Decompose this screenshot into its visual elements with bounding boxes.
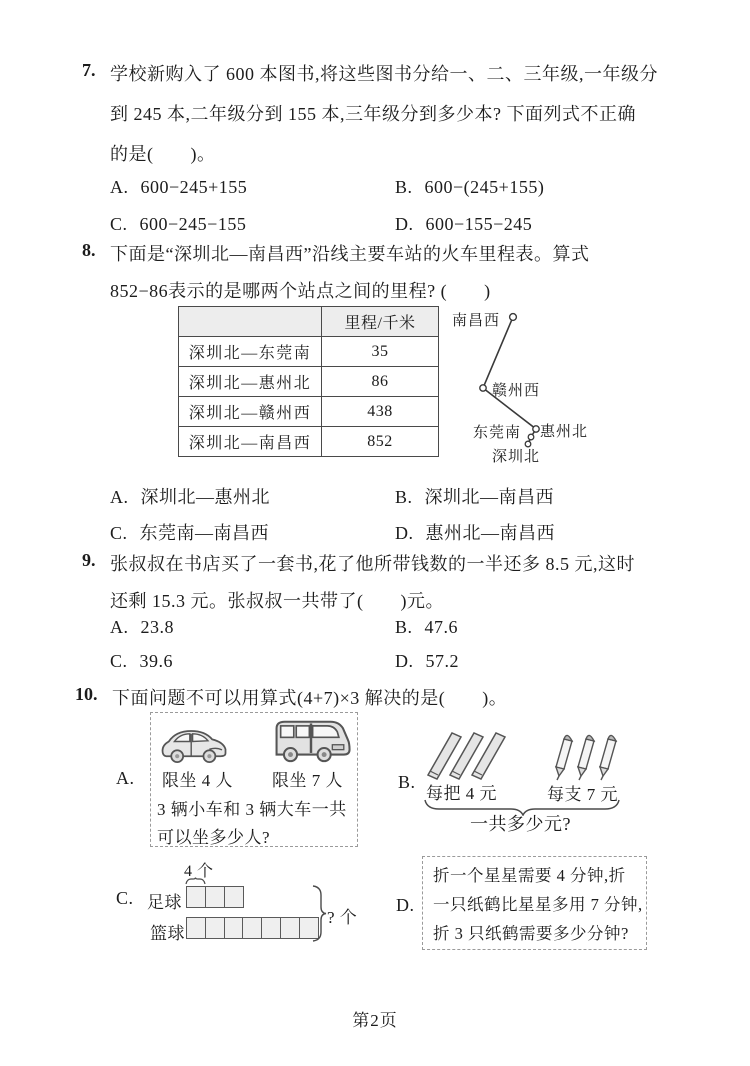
q10-option-a-label: A. xyxy=(116,768,135,788)
q8-line-1: 下面是“深圳北—南昌西”沿线主要车站的火车里程表。算式 xyxy=(110,244,590,264)
option-text: 23.8 xyxy=(140,617,174,637)
option-label: C. xyxy=(110,651,128,671)
q10-option-d-line-1: 折一个星星需要 4 分钟,折 xyxy=(433,866,626,885)
q10-option-d-label: D. xyxy=(396,895,415,915)
station-dot-huizhoubei xyxy=(533,426,539,432)
map-label-nanchangxi: 南昌西 xyxy=(452,313,501,329)
option-text: 39.6 xyxy=(139,651,174,671)
q10-number: 10. xyxy=(75,684,98,704)
football-row-label: 足球 xyxy=(147,893,182,912)
option-label: A. xyxy=(110,617,129,637)
route-cell: 深圳北—东莞南 xyxy=(179,337,322,367)
option-text: 600−245−155 xyxy=(139,214,247,234)
pen-price-caption: 每支 7 元 xyxy=(547,785,618,804)
car-capacity-caption: 限坐 4 人 xyxy=(162,771,233,790)
option-text: 惠州北—南昌西 xyxy=(425,523,555,543)
overbrace-small xyxy=(185,877,206,885)
q9-option-d xyxy=(395,651,459,672)
basketball-row-label: 篮球 xyxy=(150,924,185,943)
q7-line-1: 学校新购入了 600 本图书,将这些图书分给一、二、三年级,一年级分 xyxy=(110,64,658,84)
option-label: C. xyxy=(110,214,128,234)
q9-option-c xyxy=(110,651,173,672)
q8-number: 8. xyxy=(82,240,96,260)
header-cell-empty xyxy=(179,307,322,337)
option-text: 600−155−245 xyxy=(425,214,533,234)
q10-option-b-label: B. xyxy=(398,772,416,792)
route-cell: 深圳北—惠州北 xyxy=(179,367,322,397)
q9-option-a xyxy=(110,617,174,638)
table-row xyxy=(179,337,439,367)
q10-line: 下面问题不可以用算式(4+7)×3 解决的是( )。 xyxy=(112,688,508,708)
q8-option-c xyxy=(110,519,269,545)
question-count-label: ? 个 xyxy=(327,908,358,927)
q10-option-d-line-3: 折 3 只纸鹤需要多少分钟? xyxy=(433,924,629,943)
distance-cell: 438 xyxy=(322,397,439,427)
bar-cell xyxy=(205,917,225,939)
option-label: A. xyxy=(110,487,129,507)
bar-cell xyxy=(224,917,244,939)
station-dot-ganzhouxi xyxy=(480,385,486,391)
bar-cell xyxy=(224,886,244,908)
q10-option-d-line-2: 一只纸鹤比星星多用 7 分钟, xyxy=(433,895,643,914)
option-text: 57.2 xyxy=(425,651,459,671)
bar-cell xyxy=(205,886,225,908)
map-label-shenzhenbei: 深圳北 xyxy=(492,449,541,465)
q8-option-b xyxy=(395,483,554,509)
q10-option-a-text-2: 可以坐多少人? xyxy=(157,828,271,847)
bar-cell xyxy=(261,917,281,939)
q7-option-d xyxy=(395,214,532,235)
route-cell: 深圳北—赣州西 xyxy=(179,397,322,427)
q7-line-2: 到 245 本,二年级分到 155 本,三年级分到多少本? 下面列式不正确 xyxy=(110,104,636,124)
map-label-ganzhouxi: 赣州西 xyxy=(492,383,541,399)
van-capacity-caption: 限坐 7 人 xyxy=(272,771,343,790)
bar-cell xyxy=(186,886,206,908)
pens-icon xyxy=(552,729,622,781)
q9-option-b xyxy=(395,617,458,638)
map-label-dongguannan: 东莞南 xyxy=(473,425,522,441)
option-text: 47.6 xyxy=(424,617,459,637)
q9-line-1: 张叔叔在书店买了一套书,花了他所带钱数的一半还多 8.5 元,这时 xyxy=(110,554,635,574)
count-4-label: 4 个 xyxy=(184,863,214,880)
van-icon xyxy=(270,715,352,763)
q8-option-a xyxy=(110,483,270,509)
q8-line-2: 852−86表示的是哪两个站点之间的里程? ( ) xyxy=(110,281,491,301)
station-dot-dongguannan xyxy=(528,434,534,440)
table-row xyxy=(179,427,439,457)
q10-option-a-text-1: 3 辆小车和 3 辆大车一共 xyxy=(157,800,347,819)
q9-line-2: 还剩 15.3 元。张叔叔一共带了( )元。 xyxy=(110,591,444,611)
q7-number: 7. xyxy=(82,60,96,80)
bar-cell xyxy=(186,917,206,939)
basketball-bar xyxy=(186,917,319,939)
distance-cell: 852 xyxy=(322,427,439,457)
q7-line-3: 的是( )。 xyxy=(110,144,216,164)
option-label: D. xyxy=(395,651,414,671)
page-number: 第2页 xyxy=(352,1011,398,1030)
station-dot-nanchangxi xyxy=(510,314,517,321)
q10-option-b-question: 一共多少元? xyxy=(470,814,571,834)
bar-cell xyxy=(242,917,262,939)
q7-option-a xyxy=(110,177,247,198)
option-text: 深圳北—惠州北 xyxy=(140,487,270,507)
q10-option-c-label: C. xyxy=(116,888,134,908)
distance-cell: 86 xyxy=(322,367,439,397)
option-text: 600−245+155 xyxy=(140,177,248,197)
table-row xyxy=(179,367,439,397)
q9-number: 9. xyxy=(82,550,96,570)
table-row xyxy=(179,397,439,427)
option-label: B. xyxy=(395,177,413,197)
q10-option-d-box xyxy=(422,856,647,950)
table-header-row xyxy=(179,307,439,337)
football-bar xyxy=(186,886,244,908)
option-label: B. xyxy=(395,487,413,507)
small-car-icon xyxy=(159,724,229,766)
map-label-huizhoubei: 惠州北 xyxy=(540,424,589,440)
option-label: D. xyxy=(395,214,414,234)
mileage-table xyxy=(178,306,439,457)
header-cell-distance: 里程/千米 xyxy=(322,307,439,337)
option-label: D. xyxy=(395,523,414,543)
option-label: A. xyxy=(110,177,129,197)
q8-option-d xyxy=(395,519,555,545)
ruler-price-caption: 每把 4 元 xyxy=(426,784,497,803)
distance-cell: 35 xyxy=(322,337,439,367)
option-label: B. xyxy=(395,617,413,637)
option-label: C. xyxy=(110,523,128,543)
option-text: 东莞南—南昌西 xyxy=(139,523,270,543)
rulers-icon xyxy=(424,727,510,783)
option-text: 600−(245+155) xyxy=(424,177,545,197)
bar-cell xyxy=(280,917,300,939)
option-text: 深圳北—南昌西 xyxy=(424,487,555,507)
route-cell: 深圳北—南昌西 xyxy=(179,427,322,457)
q7-option-b xyxy=(395,177,544,198)
right-brace xyxy=(311,885,327,942)
q7-option-c xyxy=(110,214,246,235)
